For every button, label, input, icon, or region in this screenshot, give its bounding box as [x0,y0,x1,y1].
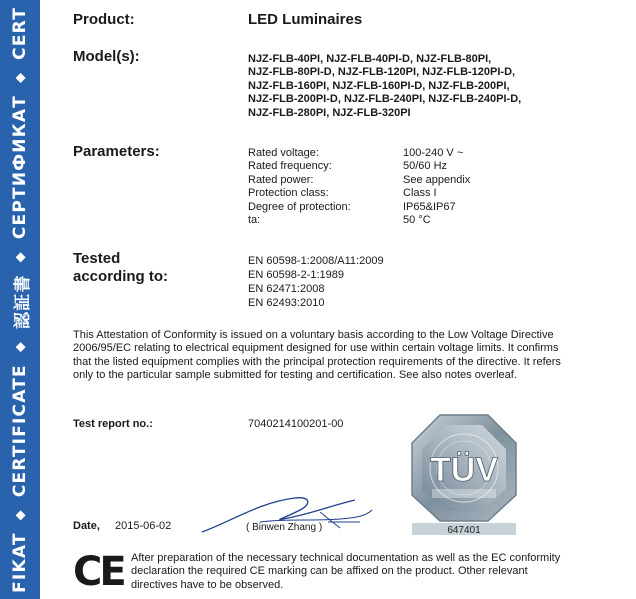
ce-mark-icon: CE [73,549,124,595]
product-value: LED Luminaires [248,11,363,28]
side-band-text [0,0,40,599]
band-segment-fikat: FIKAT [10,532,30,593]
standard-item: EN 60598-2-1:1989 [248,269,345,281]
seal-number: 647401 [447,525,481,535]
product-label: Product: [73,11,135,28]
parameter-value: 50 °C [403,214,431,227]
standard-item: EN 62471:2008 [248,283,325,295]
ce-note: After preparation of the necessary technical documentation as well as the EC conformity declaration the required CE marking can be affixed on the product. Other relevant directives have to be observed. [131,552,561,591]
models-list [248,53,521,120]
diamond-icon: ◆ [12,251,28,263]
model-line: NJZ-FLB-200PI-D, NJZ-FLB-240PI, NJZ-FLB-240PI-D, [248,93,522,106]
parameter-value: Class I [403,187,437,200]
parameter-row [248,160,470,173]
report-value: 7040214100201-00 [248,418,344,430]
model-line: NJZ-FLB-40PI, NJZ-FLB-40PI-D, NJZ-FLB-80PI, [248,53,492,65]
parameter-key: Degree of protection: [248,200,351,213]
band-segment-russian: СЕРТИФИКАТ [10,95,30,240]
band-segment-japanese: 認証書 [12,274,33,329]
certificate-side-band [0,0,40,599]
models-label: Model(s): [73,48,140,65]
parameter-row [248,214,470,227]
parameter-key: Rated power: [248,173,314,186]
parameter-key: Rated frequency: [248,160,332,173]
attestation-paragraph: This Attestation of Conformity is issued on a voluntary basis according to the Low Voltage Directive 2006/95/EC relating to electrical equipment designed for use within certain voltage limits. It confirms that the listed equipment complies with the principal protection requirements of the directive. It refers only to the particular sample submitted for testing and certification. See also notes overleaf. [73,329,561,382]
diamond-icon: ◆ [12,71,28,84]
model-line: NJZ-FLB-160PI, NJZ-FLB-160PI-D, NJZ-FLB-200PI, [248,79,510,92]
parameter-value: 100-240 V ~ [403,147,464,159]
parameter-key: Protection class: [248,187,329,200]
parameter-key: ta: [248,214,261,227]
parameter-value: IP65&IP67 [403,200,456,213]
diamond-icon: ◆ [12,509,28,521]
parameter-row [248,174,470,187]
standard-item: EN 62493:2010 [248,297,325,309]
diamond-icon: ◆ [12,340,28,353]
tested-label [73,250,168,286]
parameter-value: 50/60 Hz [403,160,448,173]
parameter-row [248,187,470,200]
parameter-row [248,147,470,160]
parameter-value: See appendix [403,173,471,186]
standards-list [248,254,384,310]
model-line: NJZ-FLB-80PI-D, NJZ-FLB-120PI, NJZ-FLB-120PI-D, [248,66,516,79]
seal-brand-text: TÜV [430,451,498,489]
date-value: 2015-06-02 [115,520,172,532]
signatory-name: ( Binwen Zhang ) [246,522,323,533]
parameters-label: Parameters: [73,143,160,160]
parameters-table [248,147,470,227]
parameter-row [248,201,470,214]
parameter-key: Rated voltage: [248,147,319,159]
model-line: NJZ-FLB-280PI, NJZ-FLB-320PI [248,106,411,119]
date-label: Date, [73,520,100,532]
report-label: Test report no.: [73,418,153,430]
tested-label-line2: according to: [73,268,169,285]
tested-label-line1: Tested [73,250,121,267]
standard-item: EN 60598-1:2008/A11:2009 [248,255,384,267]
band-segment-cert: CERT [10,7,30,60]
tuv-seal [410,413,518,535]
band-segment-certificate: CERTIFICATE [10,364,30,498]
